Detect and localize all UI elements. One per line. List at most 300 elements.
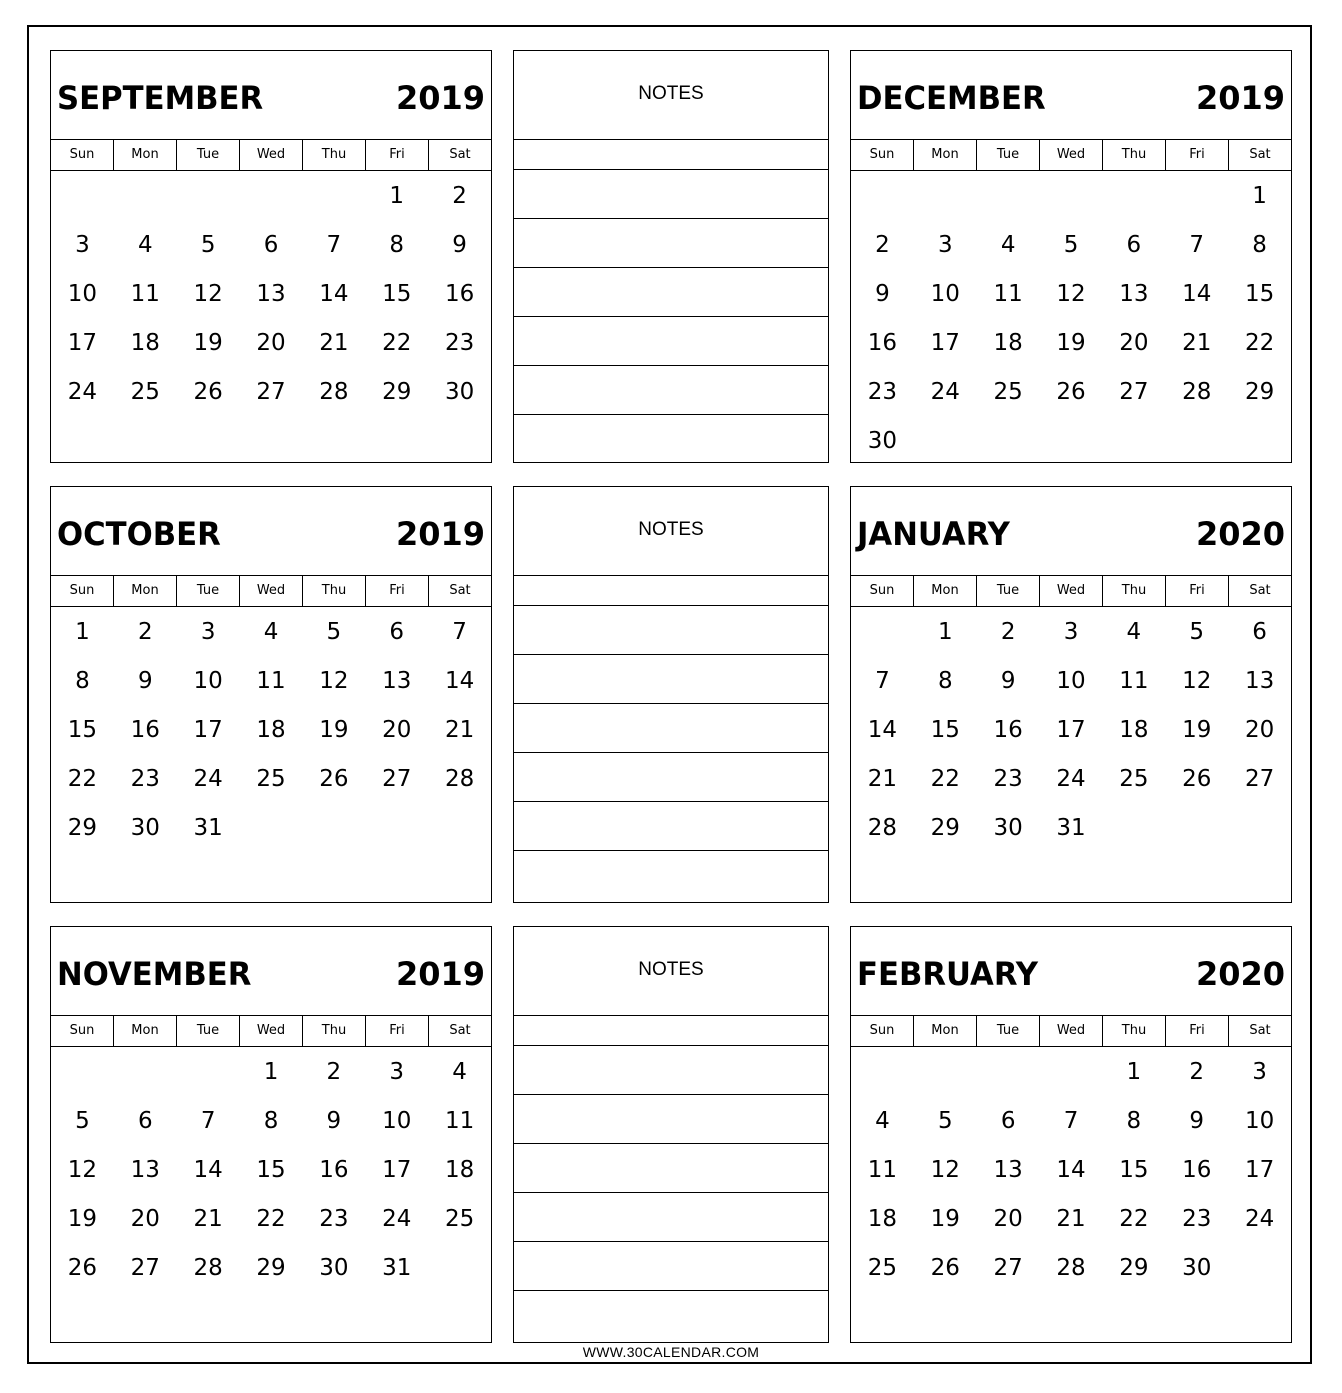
day-cell: 25 — [130, 379, 160, 405]
day-cell: 18 — [444, 1157, 475, 1183]
day-cell: 29 — [382, 379, 412, 405]
week-row — [851, 420, 1291, 469]
month-name: NOVEMBER — [57, 955, 252, 993]
day-cell: 19 — [930, 1206, 960, 1232]
day-cell: 6 — [1000, 1108, 1016, 1134]
day-cell: 5 — [1063, 232, 1079, 258]
day-cell: 12 — [319, 668, 349, 694]
week-row — [851, 709, 1291, 758]
notes-line[interactable] — [514, 576, 828, 606]
weekday-label: Tue — [977, 1016, 1040, 1046]
notes-line[interactable] — [514, 753, 828, 802]
day-cell — [51, 1296, 114, 1345]
day-cell: 14 — [319, 281, 349, 307]
calendar-december-2019 — [850, 50, 1292, 463]
day-cell — [365, 856, 428, 905]
weekday-label: Sun — [51, 140, 114, 170]
day-cell — [240, 856, 303, 905]
day-cell: 21 — [319, 330, 349, 356]
day-cell: 20 — [382, 717, 412, 743]
day-cell: 27 — [1119, 379, 1149, 405]
day-cell: 28 — [1056, 1255, 1086, 1281]
weekday-label: Tue — [177, 576, 240, 606]
day-cell — [1040, 1296, 1103, 1345]
day-cell: 9 — [137, 668, 153, 694]
week-row — [51, 660, 491, 709]
day-cell: 17 — [1244, 1157, 1275, 1183]
day-cell — [365, 1296, 428, 1345]
day-cell: 16 — [993, 717, 1023, 743]
weekday-label: Fri — [366, 1016, 429, 1046]
notes-line[interactable] — [514, 606, 828, 655]
day-cell: 26 — [1056, 379, 1086, 405]
weekday-label: Thu — [303, 576, 366, 606]
day-cell: 1 — [263, 1059, 279, 1085]
weekday-header-row — [51, 140, 491, 171]
day-cell: 12 — [930, 1157, 960, 1183]
week-row — [851, 758, 1291, 807]
day-cell: 20 — [1244, 717, 1275, 743]
day-cell: 13 — [1244, 668, 1275, 694]
calendar-header — [851, 487, 1291, 576]
day-cell: 2 — [1000, 619, 1016, 645]
day-cell: 9 — [1000, 668, 1016, 694]
day-cell: 4 — [1126, 619, 1142, 645]
notes-header — [514, 927, 828, 1016]
weekday-label: Sun — [851, 1016, 914, 1046]
month-name: SEPTEMBER — [57, 79, 264, 117]
weekday-label: Mon — [914, 140, 977, 170]
day-cell — [114, 856, 177, 905]
day-cell — [177, 1051, 240, 1100]
day-cell — [977, 1296, 1040, 1345]
notes-line[interactable] — [514, 851, 828, 900]
day-cell: 5 — [326, 619, 342, 645]
day-cell: 14 — [867, 717, 898, 743]
day-cell: 11 — [256, 668, 286, 694]
day-cell: 29 — [930, 815, 960, 841]
day-cell — [177, 856, 240, 905]
weekday-label: Fri — [1166, 1016, 1229, 1046]
notes-line[interactable] — [514, 268, 828, 317]
week-row — [51, 224, 491, 273]
day-cell: 8 — [263, 1108, 279, 1134]
day-cell: 2 — [452, 183, 467, 209]
notes-line[interactable] — [514, 170, 828, 219]
day-cell — [51, 175, 114, 224]
day-cell: 31 — [382, 1255, 412, 1281]
day-cell: 30 — [867, 428, 898, 454]
weekday-label: Mon — [914, 1016, 977, 1046]
day-cell — [1040, 175, 1103, 224]
day-cell: 4 — [1000, 232, 1016, 258]
weekday-label: Thu — [1103, 576, 1166, 606]
day-cell — [114, 1051, 177, 1100]
day-cell — [428, 1296, 491, 1345]
day-cell: 7 — [326, 232, 342, 258]
weekday-label: Tue — [177, 1016, 240, 1046]
weekday-header-row — [851, 1016, 1291, 1047]
notes-panel-1 — [513, 50, 829, 463]
day-cell: 14 — [1182, 281, 1212, 307]
day-cell: 15 — [1244, 281, 1275, 307]
weekday-label: Wed — [240, 140, 303, 170]
day-cell — [914, 1051, 977, 1100]
day-cell: 21 — [867, 766, 898, 792]
year-label: 2019 — [395, 79, 485, 117]
notes-line[interactable] — [514, 1144, 828, 1193]
day-cell — [977, 420, 1040, 469]
day-cell — [1102, 807, 1165, 856]
weekday-label: Fri — [366, 140, 429, 170]
day-cell: 17 — [382, 1157, 412, 1183]
week-row — [851, 175, 1291, 224]
week-row — [851, 611, 1291, 660]
calendar-grid — [51, 1047, 491, 1345]
week-row — [51, 1296, 491, 1345]
weekday-label: Wed — [240, 1016, 303, 1046]
weekday-label: Sun — [51, 576, 114, 606]
day-cell: 28 — [444, 766, 475, 792]
week-row — [851, 322, 1291, 371]
week-row — [851, 1051, 1291, 1100]
week-row — [51, 856, 491, 905]
week-row — [851, 856, 1291, 905]
day-cell: 24 — [67, 379, 98, 405]
notes-line[interactable] — [514, 1193, 828, 1242]
day-cell: 18 — [993, 330, 1023, 356]
day-cell: 6 — [137, 1108, 153, 1134]
day-cell: 21 — [1056, 1206, 1086, 1232]
weekday-label: Fri — [366, 576, 429, 606]
day-cell: 3 — [75, 232, 90, 258]
day-cell — [240, 1296, 303, 1345]
calendar-grid — [851, 1047, 1291, 1345]
day-cell: 6 — [1252, 619, 1267, 645]
weekday-label: Fri — [1166, 576, 1229, 606]
day-cell: 22 — [1119, 1206, 1149, 1232]
day-cell: 7 — [1063, 1108, 1079, 1134]
calendar-grid — [51, 607, 491, 905]
weekday-label: Mon — [114, 140, 177, 170]
day-cell — [177, 420, 240, 469]
day-cell: 16 — [319, 1157, 349, 1183]
day-cell — [851, 611, 914, 660]
weekday-label: Mon — [914, 576, 977, 606]
day-cell: 2 — [326, 1059, 342, 1085]
day-cell: 10 — [193, 668, 223, 694]
day-cell: 25 — [444, 1206, 475, 1232]
day-cell — [240, 175, 303, 224]
week-row — [851, 1198, 1291, 1247]
day-cell: 17 — [1056, 717, 1086, 743]
year-label: 2020 — [1195, 515, 1285, 553]
day-cell — [977, 856, 1040, 905]
day-cell — [302, 856, 365, 905]
notes-title: NOTES — [638, 519, 704, 540]
day-cell: 19 — [319, 717, 349, 743]
day-cell — [1040, 856, 1103, 905]
weekday-label: Wed — [1040, 140, 1103, 170]
day-cell: 27 — [256, 379, 286, 405]
day-cell — [914, 175, 977, 224]
day-cell: 4 — [875, 1108, 890, 1134]
weekday-label: Thu — [1103, 140, 1166, 170]
day-cell: 1 — [1252, 183, 1267, 209]
day-cell: 31 — [1056, 815, 1086, 841]
day-cell — [428, 420, 491, 469]
notes-line[interactable] — [514, 140, 828, 170]
day-cell: 23 — [130, 766, 160, 792]
day-cell: 7 — [875, 668, 890, 694]
day-cell: 24 — [930, 379, 960, 405]
day-cell — [428, 807, 491, 856]
day-cell: 1 — [937, 619, 953, 645]
week-row — [851, 1247, 1291, 1296]
day-cell: 8 — [389, 232, 405, 258]
day-cell: 24 — [1244, 1206, 1275, 1232]
month-name: OCTOBER — [57, 515, 221, 553]
day-cell: 11 — [993, 281, 1023, 307]
day-cell — [914, 1296, 977, 1345]
day-cell: 20 — [1119, 330, 1149, 356]
day-cell: 14 — [444, 668, 475, 694]
notes-line[interactable] — [514, 655, 828, 704]
calendar-grid — [851, 607, 1291, 905]
calendar-september-2019 — [50, 50, 492, 463]
day-cell: 29 — [67, 815, 98, 841]
calendar-january-2020 — [850, 486, 1292, 903]
day-cell: 6 — [263, 232, 279, 258]
day-cell: 27 — [993, 1255, 1023, 1281]
calendar-grid — [851, 171, 1291, 469]
weekday-header-row — [51, 576, 491, 607]
notes-line[interactable] — [514, 1242, 828, 1291]
day-cell: 4 — [263, 619, 279, 645]
day-cell: 1 — [1126, 1059, 1142, 1085]
day-cell — [1040, 1051, 1103, 1100]
day-cell: 17 — [930, 330, 960, 356]
day-cell — [1102, 175, 1165, 224]
day-cell: 11 — [444, 1108, 475, 1134]
footer-website[interactable]: WWW.30CALENDAR.COM — [582, 1344, 760, 1360]
day-cell: 14 — [1056, 1157, 1086, 1183]
notes-line[interactable] — [514, 1291, 828, 1340]
day-cell — [1228, 420, 1291, 469]
day-cell: 3 — [937, 232, 953, 258]
day-cell: 15 — [67, 717, 98, 743]
day-cell: 2 — [875, 232, 890, 258]
day-cell: 13 — [382, 668, 412, 694]
day-cell: 30 — [1182, 1255, 1212, 1281]
day-cell: 18 — [130, 330, 160, 356]
day-cell — [302, 1296, 365, 1345]
week-row — [851, 660, 1291, 709]
weekday-label: Tue — [977, 140, 1040, 170]
calendar-november-2019 — [50, 926, 492, 1343]
calendar-february-2020 — [850, 926, 1292, 1343]
day-cell — [977, 1051, 1040, 1100]
day-cell: 24 — [193, 766, 223, 792]
day-cell: 23 — [993, 766, 1023, 792]
day-cell: 9 — [452, 232, 467, 258]
day-cell: 3 — [389, 1059, 405, 1085]
day-cell — [302, 175, 365, 224]
day-cell: 29 — [256, 1255, 286, 1281]
weekday-label: Sun — [851, 576, 914, 606]
day-cell: 10 — [1244, 1108, 1275, 1134]
notes-line[interactable] — [514, 1046, 828, 1095]
day-cell: 19 — [67, 1206, 98, 1232]
calendar-header — [51, 927, 491, 1016]
day-cell: 12 — [1182, 668, 1212, 694]
day-cell: 8 — [1252, 232, 1267, 258]
notes-line[interactable] — [514, 317, 828, 366]
notes-line[interactable] — [514, 1016, 828, 1046]
day-cell: 12 — [193, 281, 223, 307]
day-cell — [851, 1296, 914, 1345]
day-cell: 17 — [67, 330, 98, 356]
week-row — [51, 322, 491, 371]
weekday-label: Sat — [1249, 147, 1271, 162]
day-cell: 13 — [1119, 281, 1149, 307]
day-cell: 21 — [444, 717, 475, 743]
day-cell: 26 — [930, 1255, 960, 1281]
day-cell: 27 — [130, 1255, 160, 1281]
day-cell — [428, 1247, 491, 1296]
day-cell: 23 — [319, 1206, 349, 1232]
day-cell: 9 — [875, 281, 890, 307]
notes-panel-2 — [513, 486, 829, 903]
day-cell: 26 — [1182, 766, 1212, 792]
week-row — [851, 371, 1291, 420]
notes-line[interactable] — [514, 704, 828, 753]
day-cell: 12 — [1056, 281, 1086, 307]
day-cell — [1165, 420, 1228, 469]
notes-line[interactable] — [514, 219, 828, 268]
day-cell: 22 — [930, 766, 960, 792]
day-cell: 22 — [1244, 330, 1275, 356]
week-row — [51, 1051, 491, 1100]
day-cell — [114, 420, 177, 469]
day-cell: 27 — [382, 766, 412, 792]
day-cell: 30 — [130, 815, 160, 841]
week-row — [51, 709, 491, 758]
day-cell — [1228, 856, 1291, 905]
week-row — [51, 371, 491, 420]
day-cell — [1228, 807, 1291, 856]
weekday-label: Sat — [449, 1023, 471, 1038]
day-cell: 5 — [200, 232, 216, 258]
day-cell: 15 — [1119, 1157, 1149, 1183]
day-cell: 28 — [867, 815, 898, 841]
notes-header — [514, 487, 828, 576]
day-cell — [365, 420, 428, 469]
notes-header — [514, 51, 828, 140]
day-cell — [1228, 1296, 1291, 1345]
day-cell: 21 — [1182, 330, 1212, 356]
day-cell — [302, 420, 365, 469]
weekday-header-row — [51, 1016, 491, 1047]
day-cell: 10 — [67, 281, 98, 307]
day-cell: 15 — [382, 281, 412, 307]
day-cell: 16 — [1182, 1157, 1212, 1183]
day-cell: 31 — [193, 815, 223, 841]
day-cell: 26 — [193, 379, 223, 405]
day-cell — [51, 856, 114, 905]
month-name: JANUARY — [857, 515, 1010, 553]
day-cell: 7 — [1189, 232, 1205, 258]
day-cell: 3 — [1063, 619, 1079, 645]
weekday-label: Thu — [303, 1016, 366, 1046]
day-cell: 16 — [867, 330, 898, 356]
day-cell: 25 — [993, 379, 1023, 405]
day-cell: 13 — [993, 1157, 1023, 1183]
calendar-header — [851, 51, 1291, 140]
day-cell: 10 — [382, 1108, 412, 1134]
weekday-label: Thu — [303, 140, 366, 170]
weekday-label: Wed — [240, 576, 303, 606]
calendar-header — [51, 487, 491, 576]
day-cell — [240, 420, 303, 469]
day-cell: 15 — [930, 717, 960, 743]
day-cell — [1102, 420, 1165, 469]
year-label: 2020 — [1195, 955, 1285, 993]
weekday-label: Tue — [177, 140, 240, 170]
weekday-header-row — [851, 576, 1291, 607]
week-row — [51, 1149, 491, 1198]
day-cell — [1165, 175, 1228, 224]
day-cell — [177, 175, 240, 224]
day-cell: 7 — [452, 619, 467, 645]
day-cell — [114, 175, 177, 224]
week-row — [51, 175, 491, 224]
day-cell: 1 — [389, 183, 405, 209]
day-cell: 29 — [1119, 1255, 1149, 1281]
week-row — [51, 758, 491, 807]
day-cell: 18 — [1119, 717, 1149, 743]
notes-line[interactable] — [514, 802, 828, 851]
day-cell — [851, 856, 914, 905]
notes-line[interactable] — [514, 415, 828, 464]
weekday-label: Sat — [1249, 1023, 1271, 1038]
day-cell: 19 — [1182, 717, 1212, 743]
day-cell — [114, 1296, 177, 1345]
notes-line[interactable] — [514, 1095, 828, 1144]
day-cell: 28 — [319, 379, 349, 405]
day-cell: 8 — [75, 668, 90, 694]
day-cell: 3 — [200, 619, 216, 645]
week-row — [51, 273, 491, 322]
day-cell: 10 — [930, 281, 960, 307]
day-cell: 11 — [867, 1157, 898, 1183]
day-cell: 25 — [1119, 766, 1149, 792]
day-cell: 21 — [193, 1206, 223, 1232]
notes-line[interactable] — [514, 366, 828, 415]
day-cell — [1102, 1296, 1165, 1345]
day-cell: 30 — [993, 815, 1023, 841]
day-cell — [1165, 856, 1228, 905]
day-cell: 22 — [382, 330, 412, 356]
weekday-label: Wed — [1040, 576, 1103, 606]
weekday-label: Sat — [1249, 583, 1271, 598]
day-cell: 23 — [444, 330, 475, 356]
day-cell — [914, 856, 977, 905]
weekday-label: Fri — [1166, 140, 1229, 170]
weekday-label: Tue — [977, 576, 1040, 606]
day-cell: 19 — [1056, 330, 1086, 356]
day-cell: 20 — [993, 1206, 1023, 1232]
